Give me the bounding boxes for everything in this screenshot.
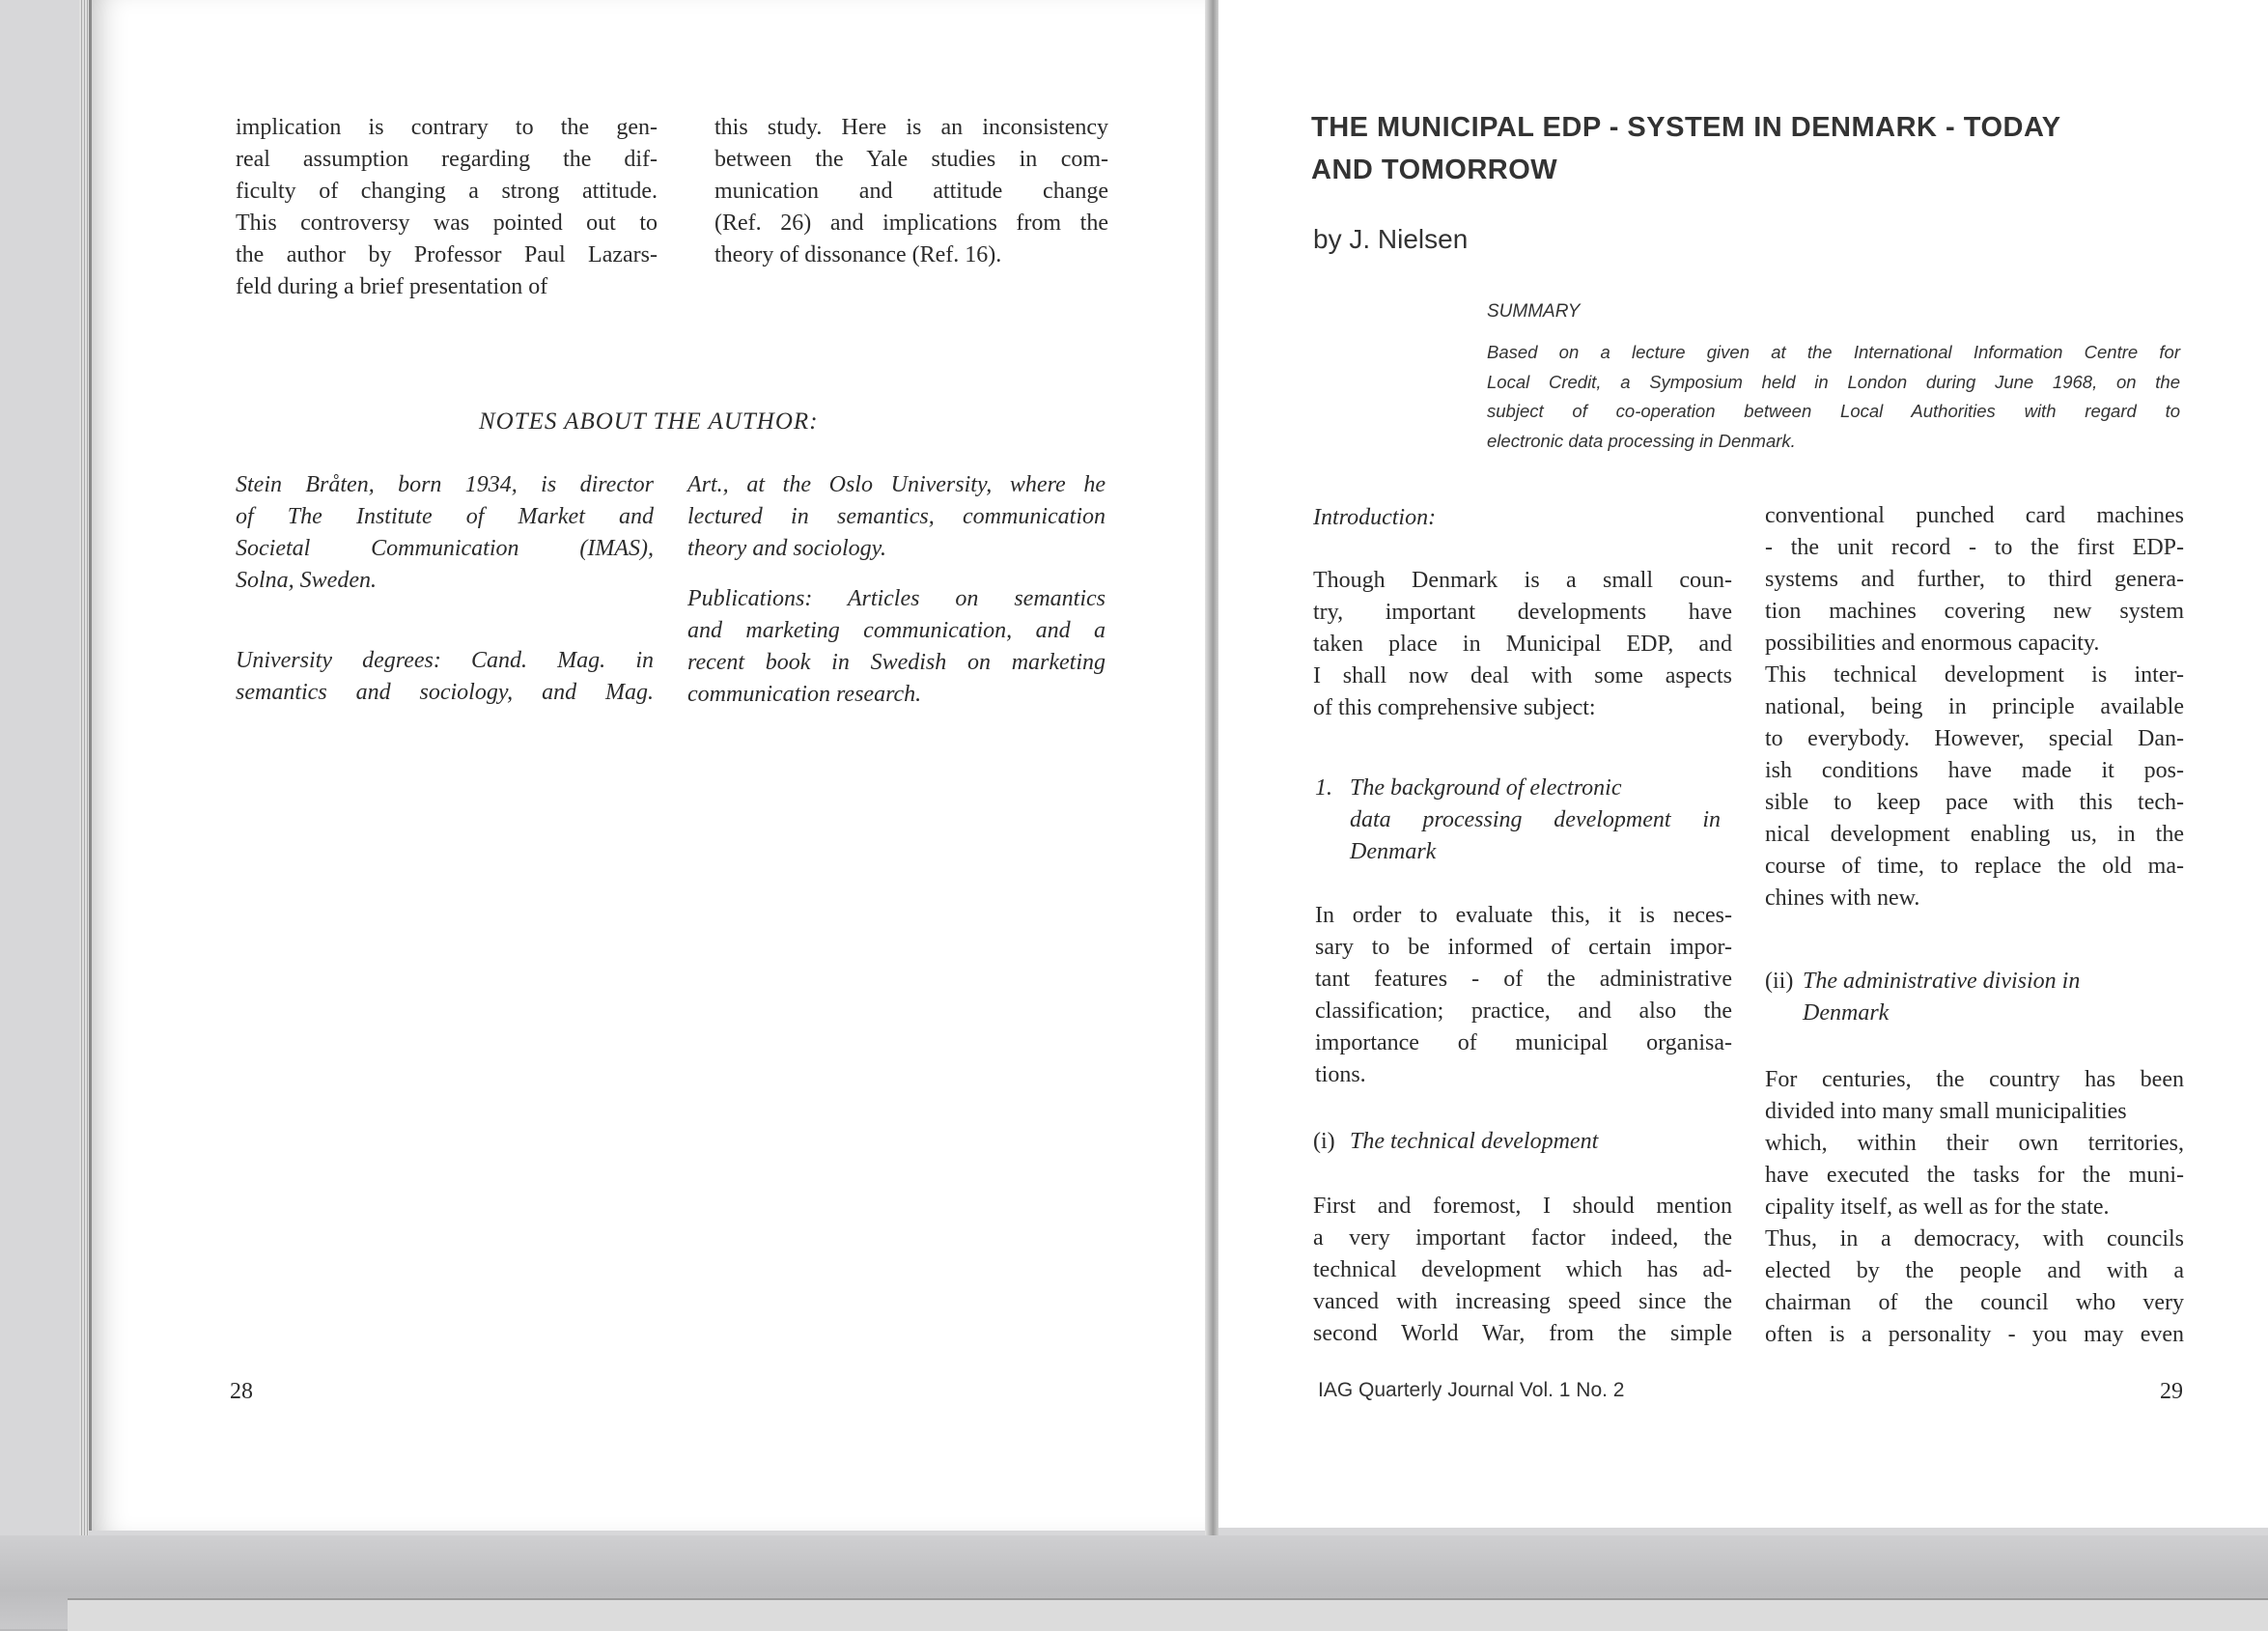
byline: by J. Nielsen [1313,224,1469,254]
text-line: systems and further, to third genera- [1765,567,2184,592]
title-line: THE MUNICIPAL EDP - SYSTEM IN DENMARK - TODAY [1311,112,2061,143]
text-line: Stein Bråten, born 1934, is director [236,472,654,497]
text-line: national, being in principle available [1765,694,2184,719]
text-line: I shall now deal with some aspects [1313,663,1732,689]
text-line: a very important factor indeed, the [1313,1225,1732,1251]
text-line: of The Institute of Market and [236,504,654,529]
scan-bottom-edge [0,1535,2268,1629]
text-line: feld during a brief presentation of [236,274,548,299]
text-line: tion machines covering new system [1765,599,2184,624]
text-line: to everybody. However, special Dan- [1765,726,2184,751]
text-line: For centuries, the country has been [1765,1067,2184,1092]
text-line: implication is contrary to the gen- [236,115,658,140]
text-line: this study. Here is an inconsistency [714,115,1108,140]
text-line: often is a personality - you may even [1765,1322,2184,1347]
text-line: The administrative division in [1803,969,2081,994]
text-line: vanced with increasing speed since the [1313,1289,1732,1314]
text-line: semantics and sociology, and Mag. [236,680,654,705]
text-line: Though Denmark is a small coun- [1313,568,1732,593]
page-number-right: 29 [2160,1379,2183,1404]
text-line: course of time, to replace the old ma- [1765,854,2184,879]
text-line: theory and sociology. [687,536,886,561]
text-line: electronic data processing in Denmark. [1487,430,1796,451]
text-line: which, within their own territories, [1765,1131,2184,1156]
text-line: classification; practice, and also the [1315,998,1732,1024]
col2-paragraph-2 [1765,1064,2184,1351]
text-line: real assumption regarding the dif- [236,147,658,172]
col2-paragraph-1 [1765,500,2184,914]
text-line: - the unit record - to the first EDP- [1765,535,2184,560]
text-line: The background of electronic [1350,775,1622,801]
text-line: elected by the people and with a [1765,1258,2184,1283]
text-line: second World War, from the simple [1313,1321,1732,1346]
text-line: possibilities and enormous capacity. [1765,631,2100,656]
text-line: Denmark [1350,839,1437,864]
text-line: of this comprehensive subject: [1313,695,1596,720]
text-line: Thus, in a democracy, with councils [1765,1226,2184,1251]
left-col1-paragraph [236,112,658,303]
intro-heading: Introduction: [1313,505,1437,530]
next-page-edge [68,1598,2268,1631]
text-line: data processing development in [1350,807,1721,832]
sub-i-heading: The technical development [1350,1129,1599,1154]
text-line: University degrees: Cand. Mag. in [236,648,654,673]
sub-ii-heading [1803,966,2189,998]
text-line: try, important developments have [1313,600,1732,625]
text-line: Societal Communication (IMAS), [236,536,654,561]
text-line: Local Credit, a Symposium held in London during June 1968, on the [1487,371,2180,392]
sub-ii-number: (ii) [1765,969,1794,994]
summary-text [1487,338,2180,456]
page-number-left: 28 [230,1379,253,1404]
section1-paragraph [1315,900,1732,1091]
text-line: communication research. [687,682,922,707]
text-line: Art., at the Oslo University, where he [687,472,1106,497]
text-line: tant features - of the administrative [1315,967,1732,992]
book-gutter [1205,0,1218,1535]
text-line: lectured in semantics, communication [687,504,1106,529]
text-line: recent book in Swedish on marketing [687,650,1106,675]
text-line: Based on a lecture given at the International Information Centre for [1487,342,2180,362]
text-line: ficulty of changing a strong attitude. [236,179,658,204]
summary-heading: SUMMARY [1487,301,1581,322]
sub-i-number: (i) [1313,1129,1335,1154]
text-line: In order to evaluate this, it is neces- [1315,903,1732,928]
article-title [1311,106,2142,191]
sub-i-paragraph [1313,1191,1732,1350]
text-line: importance of municipal organisa- [1315,1030,1732,1055]
text-line: and marketing communication, and a [687,618,1106,643]
text-line: conventional punched card machines [1765,503,2184,528]
text-line: munication and attitude change [714,179,1108,204]
notes-col2-publications [687,583,1106,711]
text-line: sible to keep pace with this tech- [1765,790,2184,815]
text-line: This controversy was pointed out to [236,211,658,236]
section1-heading [1350,773,1721,868]
text-line: Publications: Articles on semantics [687,586,1106,611]
sub-ii-heading-cont: Denmark [1803,1000,1890,1026]
text-line: taken place in Municipal EDP, and [1313,632,1732,657]
section1-number: 1. [1315,775,1332,801]
text-line: tions. [1315,1062,1366,1087]
text-line: This technical development is inter- [1765,662,2184,688]
text-line: divided into many small municipalities [1765,1099,2127,1124]
text-line: cipality itself, as well as for the state. [1765,1195,2110,1220]
text-line: theory of dissonance (Ref. 16). [714,242,1002,267]
text-line: chairman of the council who very [1765,1290,2184,1315]
page-edges [79,0,89,1535]
text-line: ish conditions have made it pos- [1765,758,2184,783]
text-line: sary to be informed of certain impor- [1315,935,1732,960]
text-line: subject of co-operation between Local Authorities with regard to [1487,401,2180,421]
notes-col1-degrees [236,645,654,709]
text-line: the author by Professor Paul Lazars- [236,242,658,267]
text-line: technical development which has ad- [1313,1257,1732,1282]
text-line: nical development enabling us, in the [1765,822,2184,847]
notes-col2 [687,469,1106,565]
left-col2-paragraph [714,112,1108,271]
notes-col1 [236,469,654,597]
title-line: AND TOMORROW [1311,155,1558,185]
text-line: First and foremost, I should mention [1313,1194,1732,1219]
text-line: (Ref. 26) and implications from the [714,211,1108,236]
notes-heading: NOTES ABOUT THE AUTHOR: [479,408,819,435]
text-line: chines with new. [1765,886,1920,911]
text-line: Solna, Sweden. [236,568,377,593]
text-line: between the Yale studies in com- [714,147,1108,172]
journal-footer: IAG Quarterly Journal Vol. 1 No. 2 [1318,1379,1625,1401]
text-line: have executed the tasks for the muni- [1765,1163,2184,1188]
intro-paragraph [1313,565,1732,724]
